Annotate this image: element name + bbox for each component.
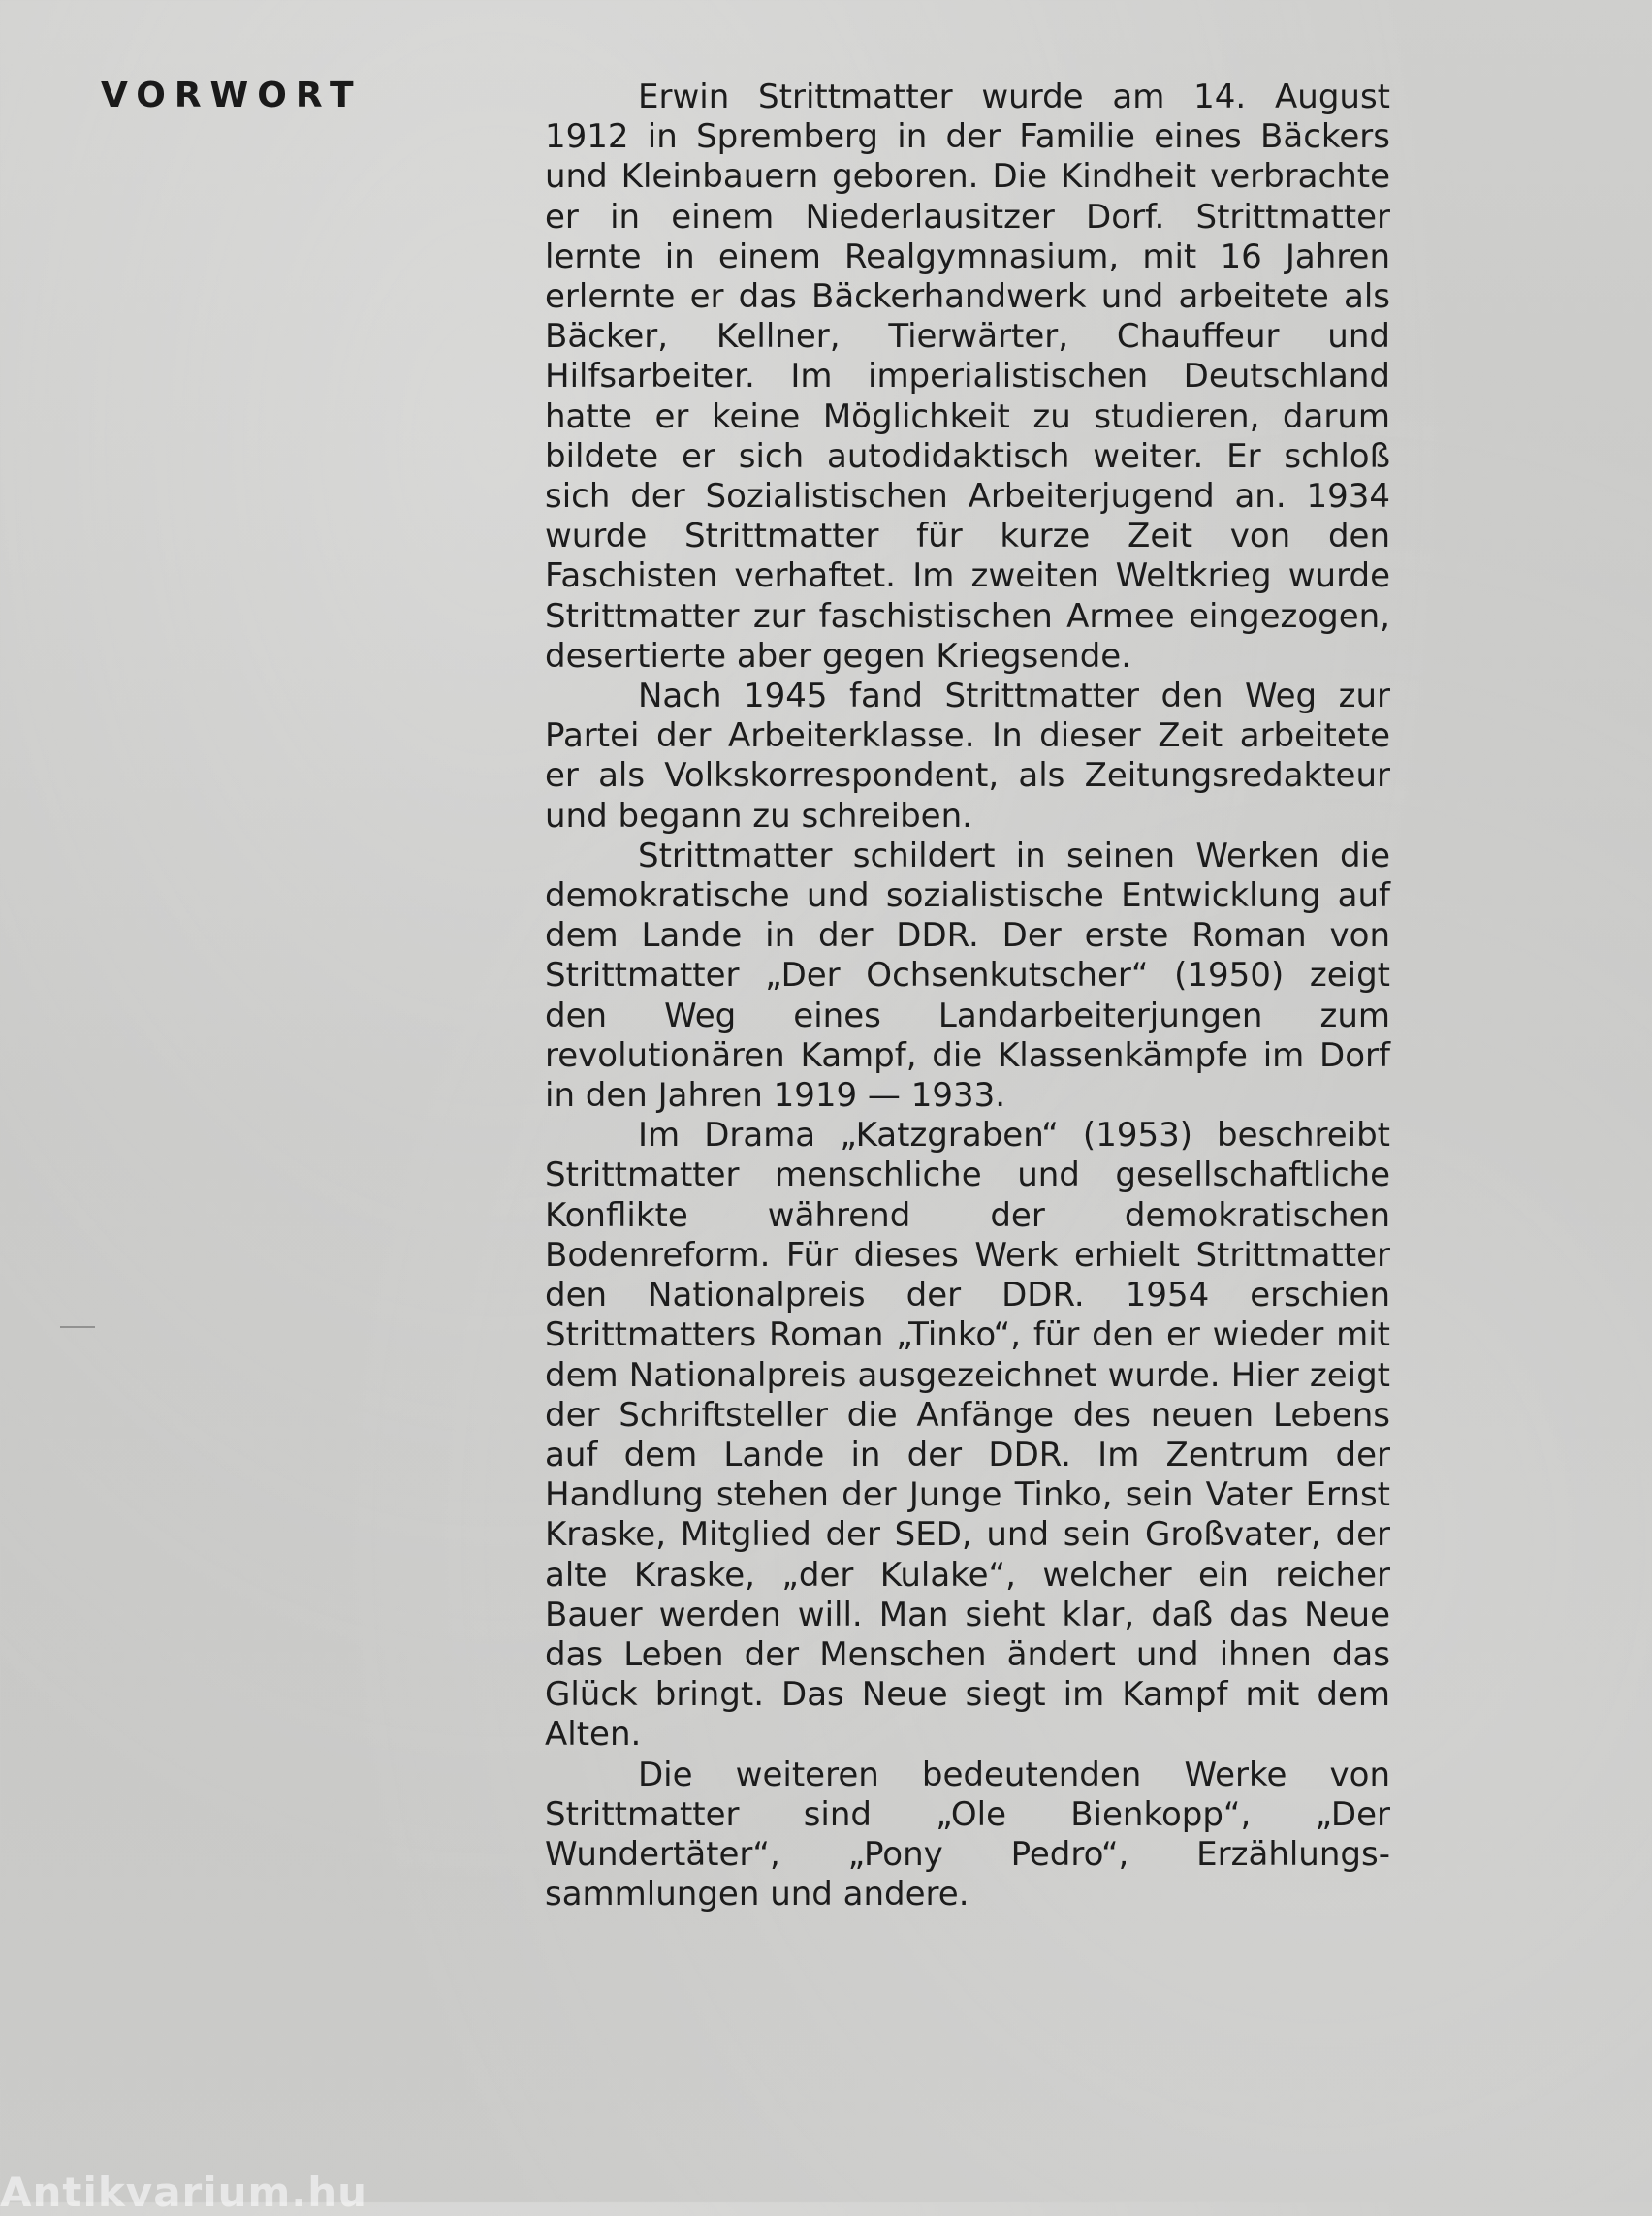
paragraph-biography: Erwin Strittmatter wurde am 14. August 1912 in Spremberg in der Familie eines Bäckers und Kleinbauern geboren. Die Kindheit verbrachte er in einem Niederlausitzer Dorf. Strittmatter lernte in einem Realgymnasium, mit 16 Jahren erlernte er das Bäckerhandwerk und arbeitete als Bäcker, Kellner, Tierwärter, Chauffeur und Hilfsarbeiter. Im imperialistischen Deutschland hatte er keine Möglichkeit zu studieren, darum bildete er sich autodidaktisch weiter. Er schloß sich der Sozialistischen Arbeiterjugend an. 1934 wurde Strittmatter für kurze Zeit von den Faschisten verhaftet. Im zweiten Weltkrieg wurde Strittmatter zur faschistischen Armee eingezogen, desertierte aber gegen Kriegsende.: [545, 78, 1390, 676]
paragraph-works-ochsenkutscher: Strittmatter schildert in seinen Werken die demokratische und sozialistische Entwicklung auf dem Lande in der DDR. Der erste Roman von Strittmatter „Der Ochsenkutscher“ (1950) zeigt den Weg eines Landarbeiterjungen zum revolutionären Kampf, die Klassenkämpfe im Dorf in den Jahren 1919 — 1933.: [545, 836, 1390, 1116]
section-heading: VORWORT: [101, 76, 363, 115]
paragraph-further-works: Die weiteren bedeutenden Werke von Strittmatter sind „Ole Bienkopp“, „Der Wundertäter“, „Pony Pedro“, Erzählungssammlungen und andere.: [545, 1755, 1390, 1915]
watermark: Antikvarium.hu: [0, 2169, 368, 2216]
paragraph-katzgraben-tinko: Im Drama „Katzgraben“ (1953) beschreibt Strittmatter menschliche und gesellschaftliche Konflikte während der demokratischen Bodenreform. Für dieses Werk erhielt Strittmatter den Nationalpreis der DDR. 1954 erschien Strittmatters Roman „Tinko“, für den er wieder mit dem Nationalpreis ausgezeichnet wurde. Hier zeigt der Schriftsteller die Anfänge des neuen Lebens auf dem Lande in der DDR. Im Zentrum der Handlung stehen der Junge Tinko, sein Vater Ernst Kraske, Mitglied der SED, und sein Großvater, der alte Kraske, „der Kulake“, welcher ein reicher Bauer werden will. Man sieht klar, daß das Neue das Leben der Menschen ändert und ihnen das Glück bringt. Das Neue siegt im Kampf mit dem Alten.: [545, 1116, 1390, 1755]
paper-scratch-mark: [60, 1326, 95, 1328]
body-text: [545, 78, 1390, 1915]
paragraph-after-1945: Nach 1945 fand Strittmatter den Weg zur Partei der Arbeiterklasse. In dieser Zeit arbeitete er als Volkskorrespondent, als Zeitungsredakteur und begann zu schreiben.: [545, 677, 1390, 836]
